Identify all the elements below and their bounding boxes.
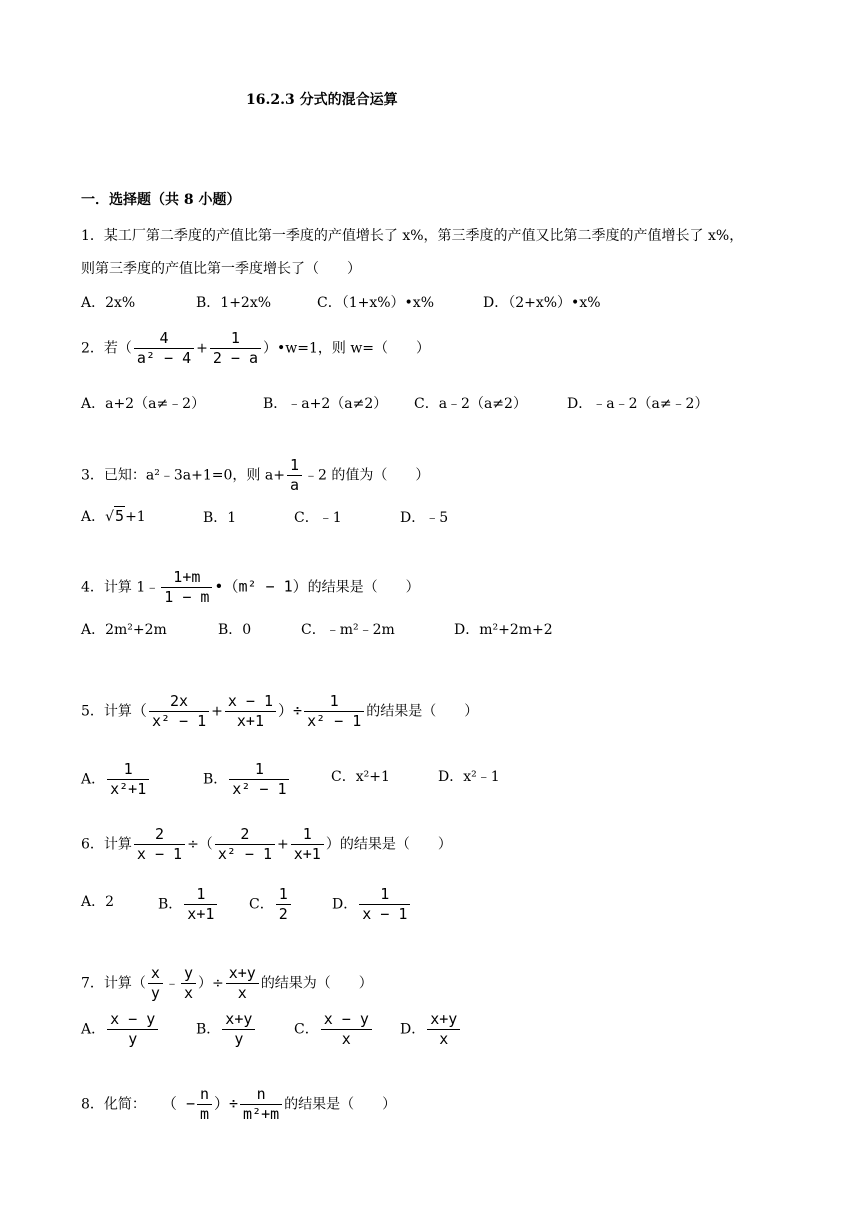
q7-fraction-3-num: x+y	[226, 965, 259, 984]
q3-stem	[81, 457, 429, 494]
q6-option-c-fraction	[276, 886, 291, 923]
q2-plus: +	[196, 340, 208, 357]
q6-fraction-2-num: 2	[215, 826, 275, 845]
q6-option-b[interactable]	[158, 886, 219, 923]
q8-stem	[81, 1086, 396, 1123]
q6-option-d-den: x − 1	[362, 905, 408, 923]
sqrt-icon: √5	[105, 507, 125, 525]
q3-option-a-radicand: 5	[115, 507, 125, 525]
q5-divide: ÷	[293, 701, 303, 720]
q4-fraction	[161, 569, 212, 606]
q6-option-d-label: D．	[332, 896, 358, 913]
q4-option-b[interactable]: B．0	[218, 622, 252, 638]
q7-minus: ﹣	[164, 975, 179, 992]
q6-option-b-label: B．	[158, 896, 183, 913]
q5-stem-suffix: 的结果是（ ）	[366, 703, 479, 720]
q6-fraction-1	[134, 826, 185, 863]
q2-stem-prefix: 2．若（	[81, 340, 132, 357]
q5-option-b[interactable]	[203, 761, 291, 798]
q2-option-c[interactable]: C．a﹣2（a≠2）	[414, 396, 527, 412]
q4-option-d[interactable]: D．m²+2m+2	[454, 622, 553, 638]
q5-option-b-label: B．	[203, 771, 228, 788]
q2-stem-suffix: ）•w=1，则 w=（ ）	[263, 340, 431, 357]
q7-stem	[81, 965, 373, 1002]
q5-plus: +	[211, 703, 223, 720]
q5-fraction-2-den: x+1	[236, 712, 264, 730]
q4-option-c[interactable]: C．﹣m²﹣2m	[301, 622, 395, 638]
q1-stem-line2: 则第三季度的产值比第一季度增长了（ ）	[81, 261, 361, 277]
q6-option-a[interactable]: A．2	[81, 894, 115, 910]
q4-fraction-num: 1+m	[161, 569, 212, 588]
q8-fraction-1-num: n	[197, 1086, 212, 1105]
q7-stem-prefix: 7．计算（	[81, 975, 146, 992]
q3-fraction-num: 1	[287, 457, 302, 476]
q7-option-d-den: x	[439, 1030, 449, 1048]
q5-stem-prefix: 5．计算	[81, 703, 132, 720]
q8-stem-suffix: 的结果是（ ）	[284, 1096, 397, 1113]
q6-divide: ÷（	[187, 836, 213, 853]
q7-option-b-fraction	[222, 1011, 255, 1048]
q7-option-d-fraction	[427, 1011, 460, 1048]
q7-fraction-1-den: y	[150, 984, 160, 1002]
q8-stem-prefix: 8．化简：	[81, 1096, 146, 1113]
q7-divide: ）÷	[197, 975, 224, 992]
q5-option-b-num: 1	[229, 761, 289, 780]
q4-fraction-den: 1 − m	[164, 588, 210, 606]
q8-left-paren: （ −	[161, 1094, 195, 1113]
q7-option-d[interactable]	[400, 1011, 462, 1048]
q7-fraction-2	[181, 965, 196, 1002]
q1-stem-line1: 1．某工厂第二季度的产值比第一季度的产值增长了 x%，第三季度的产值又比第二季度的产值增长了 x%，	[81, 228, 744, 244]
q6-option-d[interactable]	[332, 886, 412, 923]
q8-fraction-2-den: m²+m	[243, 1105, 280, 1123]
q5-option-a-num: 1	[107, 761, 149, 780]
q2-fraction-1-den: a² − 4	[136, 349, 192, 367]
q7-option-a[interactable]	[81, 1011, 160, 1048]
q3-fraction-den: a	[289, 476, 299, 494]
q6-plus: +	[277, 836, 289, 853]
q8-right-paren-divide: ）÷	[214, 1094, 239, 1113]
q5-option-c[interactable]: C．x²+1	[331, 769, 390, 785]
q5-fraction-1-num: 2x	[149, 693, 209, 712]
q7-option-a-num: x − y	[107, 1011, 158, 1030]
q1-option-c[interactable]: C．（1+x%）•x%	[317, 295, 435, 311]
q7-option-b-label: B．	[196, 1021, 221, 1038]
q6-option-d-num: 1	[359, 886, 410, 905]
q6-fraction-1-den: x − 1	[136, 845, 183, 863]
q7-stem-suffix: 的结果为（ ）	[260, 975, 373, 992]
q5-fraction-3	[304, 693, 364, 730]
q7-fraction-2-num: y	[181, 965, 196, 984]
q6-fraction-3	[291, 826, 324, 863]
q7-fraction-3	[226, 965, 259, 1002]
q5-option-d[interactable]: D．x²﹣1	[438, 769, 500, 785]
q3-stem-prefix: 3．已知：a²﹣3a+1=0，则 a+	[81, 467, 285, 484]
q2-option-b[interactable]: B．﹣a+2（a≠2）	[263, 396, 388, 412]
q6-stem-prefix: 6．计算	[81, 836, 132, 853]
q4-stem	[81, 569, 420, 606]
q5-option-b-fraction	[229, 761, 289, 798]
q3-option-d[interactable]: D．﹣5	[400, 510, 449, 526]
q5-option-a-den: x²+1	[110, 780, 147, 798]
q3-option-b[interactable]: B．1	[203, 510, 237, 526]
q2-fraction-2-num: 1	[210, 330, 261, 349]
q7-option-b-num: x+y	[222, 1011, 255, 1030]
q2-option-d[interactable]: D．﹣a﹣2（a≠﹣2）	[567, 396, 709, 412]
q7-option-a-label: A．	[81, 1021, 106, 1038]
q3-option-a[interactable]	[81, 509, 146, 524]
q7-option-c-fraction	[321, 1011, 372, 1048]
q7-option-c-label: C．	[294, 1021, 319, 1038]
q6-option-b-den: x+1	[187, 905, 215, 923]
q6-fraction-2	[215, 826, 275, 863]
q5-option-a-fraction	[107, 761, 149, 798]
q4-stem-suffix: 的结果是（ ）	[307, 579, 420, 596]
q5-option-a[interactable]	[81, 761, 151, 798]
q7-fraction-2-den: x	[183, 984, 193, 1002]
q4-option-a[interactable]: A．2m²+2m	[81, 622, 167, 638]
q6-option-b-num: 1	[184, 886, 217, 905]
q7-option-a-den: y	[128, 1030, 138, 1048]
page-title: 16.2.3 分式的混合运算	[246, 92, 398, 108]
q3-option-a-suffix: +1	[125, 509, 146, 525]
q2-fraction-2-den: 2 − a	[212, 349, 258, 367]
q2-stem	[81, 330, 430, 367]
q7-option-b[interactable]	[196, 1011, 257, 1048]
q5-right-paren: ）	[278, 701, 294, 720]
q7-option-d-label: D．	[400, 1021, 426, 1038]
q5-fraction-2-num: x − 1	[225, 693, 276, 712]
q6-fraction-1-num: 2	[134, 826, 185, 845]
q5-option-b-den: x² − 1	[232, 780, 287, 798]
q7-option-d-num: x+y	[427, 1011, 460, 1030]
q7-fraction-1-num: x	[148, 965, 163, 984]
q5-fraction-3-num: 1	[304, 693, 364, 712]
q7-fraction-3-den: x	[237, 984, 247, 1002]
q6-fraction-3-den: x+1	[293, 845, 321, 863]
q4-stem-prefix: 4．计算 1﹣	[81, 579, 160, 596]
q6-fraction-3-num: 1	[291, 826, 324, 845]
q5-fraction-1	[149, 693, 209, 730]
q2-fraction-1	[134, 330, 194, 367]
q6-option-c-num: 1	[276, 886, 291, 905]
q7-option-b-den: y	[234, 1030, 244, 1048]
q6-stem	[81, 826, 452, 863]
q7-option-c-num: x − y	[321, 1011, 372, 1030]
q5-fraction-3-den: x² − 1	[307, 712, 362, 730]
q8-fraction-1-den: m	[199, 1105, 210, 1123]
q3-fraction	[287, 457, 302, 494]
q3-option-a-label: A．	[81, 509, 106, 525]
q7-fraction-1	[148, 965, 163, 1002]
q2-option-a[interactable]: A．a+2（a≠﹣2）	[81, 396, 206, 412]
q5-fraction-1-den: x² − 1	[151, 712, 207, 730]
q8-fraction-1	[197, 1086, 212, 1123]
q6-option-d-fraction	[359, 886, 410, 923]
q6-fraction-2-den: x² − 1	[217, 845, 272, 863]
q6-option-c-label: C．	[249, 896, 274, 913]
q4-stem-middle: •（m² − 1）	[214, 577, 308, 596]
q6-option-c[interactable]	[249, 886, 293, 923]
q5-left-paren: （	[131, 701, 147, 720]
q5-fraction-2	[225, 693, 276, 730]
q2-fraction-2	[210, 330, 261, 367]
q6-option-c-den: 2	[278, 905, 288, 923]
q5-stem	[81, 693, 478, 730]
q6-option-b-fraction	[184, 886, 217, 923]
q7-option-a-fraction	[107, 1011, 158, 1048]
q1-option-b[interactable]: B．1+2x%	[196, 295, 272, 311]
q6-stem-suffix: ）的结果是（ ）	[325, 836, 452, 853]
q2-fraction-1-num: 4	[134, 330, 194, 349]
q5-option-a-label: A．	[81, 771, 106, 788]
q8-fraction-2	[240, 1086, 282, 1123]
q3-stem-suffix: ﹣2 的值为（ ）	[303, 467, 430, 484]
section-heading: 一．选择题（共 8 小题）	[81, 192, 241, 208]
q1-option-d[interactable]: D．（2+x%）•x%	[483, 295, 601, 311]
q7-option-c[interactable]	[294, 1011, 374, 1048]
q8-fraction-2-num: n	[240, 1086, 282, 1105]
q1-option-a[interactable]: A．2x%	[81, 295, 136, 311]
q3-option-c[interactable]: C．﹣1	[294, 510, 342, 526]
q7-option-c-den: x	[341, 1030, 351, 1048]
